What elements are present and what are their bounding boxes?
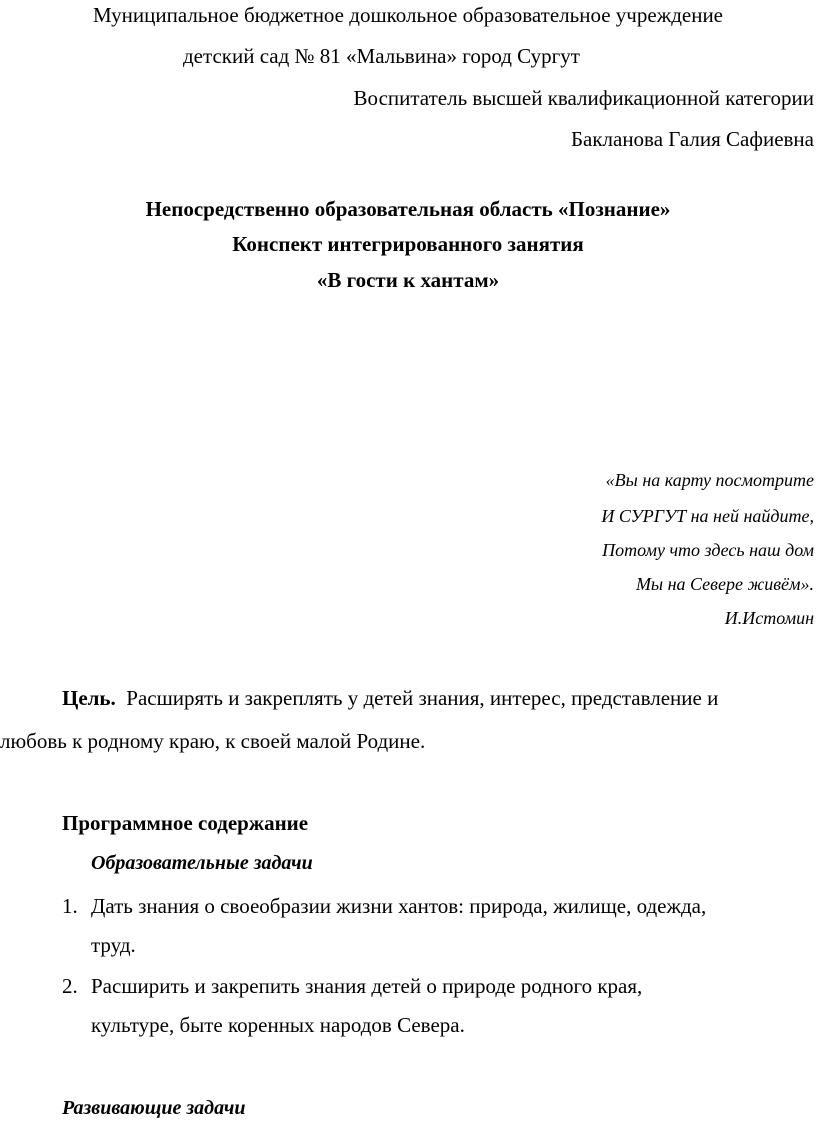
goal-text-1: Расширять и закреплять у детей знания, интерес, представление и xyxy=(126,686,719,710)
epigraph-attribution: И.Истомин xyxy=(724,608,814,628)
epigraph-line-2: И СУРГУТ на ней найдите, xyxy=(601,506,814,526)
educational-area-title: Непосредственно образовательная область «Познание» xyxy=(145,197,671,221)
epigraph-line-1: «Вы на карту посмотрите xyxy=(605,470,814,490)
goal-paragraph-line-2: любовь к родному краю, к своей малой Родине. xyxy=(0,729,426,753)
list-item-1-number: 1. xyxy=(62,894,78,918)
educational-tasks-heading: Образовательные задачи xyxy=(91,852,313,874)
list-item-1-line-2: труд. xyxy=(91,933,136,957)
author-name: Бакланова Галия Сафиевна xyxy=(570,127,814,151)
list-item-2-line-2: культуре, быте коренных народов Севера. xyxy=(91,1013,465,1037)
lesson-type-title: Конспект интегрированного занятия xyxy=(232,232,584,256)
institution-line-1: Муниципальное бюджетное дошкольное образовательное учреждение xyxy=(93,3,723,27)
goal-paragraph-line-1 xyxy=(62,688,718,709)
list-item-1-line-1: Дать знания о своеобразии жизни хантов: природа, жилище, одежда, xyxy=(91,894,707,918)
developmental-tasks-heading: Развивающие задачи xyxy=(62,1097,246,1119)
lesson-name-title: «В гости к хантам» xyxy=(316,268,500,292)
epigraph-line-3: Потому что здесь наш дом xyxy=(602,540,814,560)
institution-line-2: детский сад № 81 «Мальвина» город Сургут xyxy=(183,44,580,68)
program-heading: Программное содержание xyxy=(62,811,309,835)
list-item-2-number: 2. xyxy=(62,974,78,998)
epigraph-line-4: Мы на Севере живём». xyxy=(635,574,814,594)
list-item-2-line-1: Расширить и закрепить знания детей о природе родного края, xyxy=(91,974,643,998)
goal-label: Цель. xyxy=(62,686,116,710)
author-position: Воспитатель высшей квалификационной категории xyxy=(353,86,814,110)
